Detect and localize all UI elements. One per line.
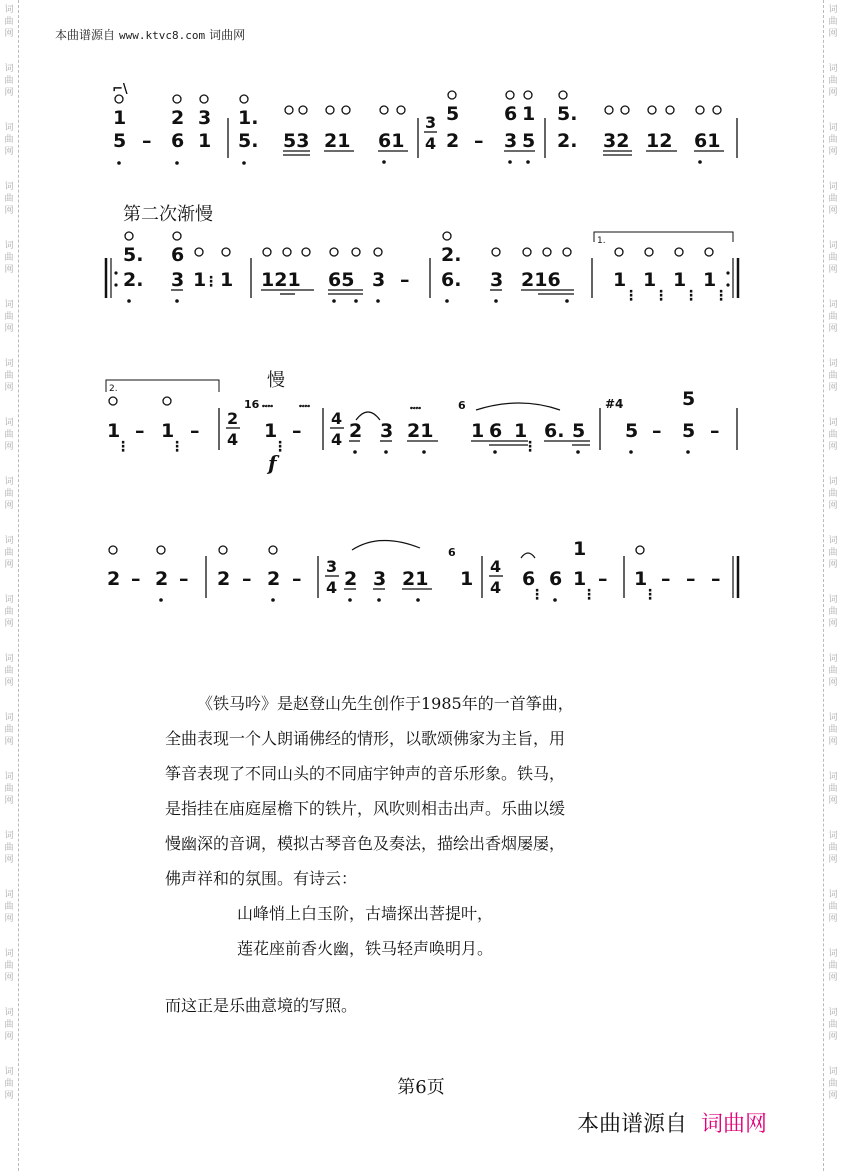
svg-text:2: 2 bbox=[227, 409, 239, 428]
desc-line-4: 是指挂在庙庭屋檐下的铁片，风吹则相击出声。乐曲以缓 bbox=[165, 799, 566, 818]
svg-text:–: – bbox=[686, 568, 696, 590]
watermark-char: 网 bbox=[828, 1091, 838, 1101]
svg-text:–: – bbox=[142, 130, 152, 152]
svg-text:5.: 5. bbox=[123, 244, 144, 266]
volta-2-label: 2. bbox=[109, 384, 118, 394]
watermark-char: 曲 bbox=[4, 489, 14, 499]
watermark-char: 词 bbox=[4, 1067, 14, 1077]
watermark-char: 曲 bbox=[4, 371, 14, 381]
watermark-char: 曲 bbox=[4, 1020, 14, 1030]
svg-text:–: – bbox=[661, 568, 671, 590]
watermark-char: 网 bbox=[4, 973, 14, 983]
svg-text:3: 3 bbox=[198, 107, 212, 129]
svg-text:6: 6 bbox=[448, 546, 456, 559]
svg-text:2: 2 bbox=[446, 130, 460, 152]
watermark-char: 网 bbox=[4, 29, 14, 39]
watermark-char: 词 bbox=[828, 713, 838, 723]
svg-text:1: 1 bbox=[198, 130, 212, 152]
page-number: 第6页 bbox=[397, 1077, 445, 1098]
watermark-char: 网 bbox=[4, 1091, 14, 1101]
svg-text:⋮: ⋮ bbox=[523, 439, 537, 455]
watermark-char: 曲 bbox=[828, 843, 838, 853]
watermark-char: 曲 bbox=[828, 17, 838, 27]
svg-text:5: 5 bbox=[446, 103, 460, 125]
watermark-char: 网 bbox=[828, 855, 838, 865]
svg-text:65: 65 bbox=[328, 269, 355, 291]
svg-text:–: – bbox=[292, 568, 302, 590]
watermark-char: 曲 bbox=[828, 784, 838, 794]
svg-text:⋮: ⋮ bbox=[273, 439, 287, 455]
watermark-char: 曲 bbox=[828, 666, 838, 676]
svg-text:4: 4 bbox=[227, 430, 239, 449]
watermark-char: 曲 bbox=[4, 666, 14, 676]
svg-text:2.: 2. bbox=[557, 130, 578, 152]
svg-text:1: 1 bbox=[220, 269, 234, 291]
header-site-name: 词曲网 bbox=[209, 28, 246, 42]
svg-text:1: 1 bbox=[573, 568, 587, 590]
watermark-char: 曲 bbox=[828, 725, 838, 735]
description-text bbox=[165, 686, 665, 1023]
watermark-char: 词 bbox=[4, 890, 14, 900]
watermark-char: 词 bbox=[828, 182, 838, 192]
watermark-char: 网 bbox=[828, 914, 838, 924]
svg-text:1: 1 bbox=[264, 420, 278, 442]
watermark-char: 曲 bbox=[828, 253, 838, 263]
svg-text:–: – bbox=[179, 568, 189, 590]
svg-text:–: – bbox=[652, 420, 662, 442]
tempo-label-slow: 慢 bbox=[267, 370, 285, 391]
page-footer bbox=[577, 1107, 767, 1138]
watermark-char: 词 bbox=[4, 831, 14, 841]
svg-text:–: – bbox=[292, 420, 302, 442]
watermark-char: 词 bbox=[4, 418, 14, 428]
watermark-char: 曲 bbox=[828, 902, 838, 912]
watermark-char: 曲 bbox=[4, 17, 14, 27]
svg-text:2: 2 bbox=[217, 568, 231, 590]
watermark-char: 词 bbox=[4, 595, 14, 605]
watermark-char: 词 bbox=[4, 5, 14, 15]
watermark-char: 曲 bbox=[4, 607, 14, 617]
svg-text:6: 6 bbox=[458, 399, 466, 412]
svg-text:–: – bbox=[598, 568, 608, 590]
watermark-char: 词 bbox=[4, 359, 14, 369]
watermark-char: 词 bbox=[828, 536, 838, 546]
watermark-char: 词 bbox=[4, 64, 14, 74]
svg-text:⋮: ⋮ bbox=[624, 288, 638, 304]
svg-text:21: 21 bbox=[407, 420, 434, 442]
svg-text:1: 1 bbox=[471, 420, 485, 442]
watermark-char: 词 bbox=[828, 241, 838, 251]
svg-text:6: 6 bbox=[522, 568, 536, 590]
watermark-char: 曲 bbox=[4, 253, 14, 263]
watermark-char: 网 bbox=[828, 678, 838, 688]
watermark-char: 网 bbox=[4, 914, 14, 924]
svg-text:5.: 5. bbox=[557, 103, 578, 125]
watermark-char: 曲 bbox=[4, 961, 14, 971]
svg-text:⋮: ⋮ bbox=[530, 587, 544, 603]
svg-text:⋮: ⋮ bbox=[116, 439, 130, 455]
watermark-char: 曲 bbox=[828, 430, 838, 440]
svg-text:3: 3 bbox=[425, 113, 437, 132]
watermark-char: 词 bbox=[828, 5, 838, 15]
svg-text:1: 1 bbox=[514, 420, 528, 442]
svg-text:–: – bbox=[400, 269, 410, 291]
svg-text:⋮: ⋮ bbox=[170, 439, 184, 455]
watermark-char: 词 bbox=[4, 713, 14, 723]
svg-text:21: 21 bbox=[324, 130, 351, 152]
watermark-char: 网 bbox=[828, 501, 838, 511]
watermark-char: 词 bbox=[4, 1008, 14, 1018]
svg-text:2: 2 bbox=[349, 420, 363, 442]
watermark-char: 词 bbox=[4, 949, 14, 959]
svg-text:1: 1 bbox=[460, 568, 474, 590]
desc-line-5: 慢幽深的音调，模拟古琴音色及奏法，描绘出香烟屡屡， bbox=[165, 834, 566, 853]
svg-text:⋮: ⋮ bbox=[582, 587, 596, 603]
svg-text:–: – bbox=[711, 568, 721, 590]
svg-text:3: 3 bbox=[490, 269, 504, 291]
watermark-char: 曲 bbox=[828, 371, 838, 381]
svg-text:6: 6 bbox=[171, 244, 185, 266]
watermark-char: 网 bbox=[828, 383, 838, 393]
watermark-char: 网 bbox=[828, 206, 838, 216]
svg-text:61: 61 bbox=[694, 130, 721, 152]
watermark-char: 词 bbox=[4, 477, 14, 487]
svg-text:5: 5 bbox=[113, 130, 127, 152]
watermark-char: 词 bbox=[828, 831, 838, 841]
svg-text:1: 1 bbox=[634, 568, 648, 590]
watermark-char: 曲 bbox=[4, 725, 14, 735]
watermark-char: 词 bbox=[4, 182, 14, 192]
svg-text:2: 2 bbox=[267, 568, 281, 590]
watermark-char: 词 bbox=[828, 1008, 838, 1018]
watermark-char: 曲 bbox=[828, 607, 838, 617]
svg-text:1: 1 bbox=[643, 269, 657, 291]
svg-text:1: 1 bbox=[673, 269, 687, 291]
watermark-char: 网 bbox=[828, 88, 838, 98]
score-row-1 bbox=[112, 82, 737, 165]
watermark-char: 网 bbox=[4, 1032, 14, 1042]
watermark-char: 曲 bbox=[828, 1020, 838, 1030]
desc-line-6: 佛声祥和的氛围。有诗云： bbox=[165, 869, 358, 888]
svg-text:216: 216 bbox=[521, 269, 561, 291]
svg-text:5: 5 bbox=[625, 420, 639, 442]
svg-text:1.: 1. bbox=[238, 107, 259, 129]
watermark-char: 网 bbox=[4, 619, 14, 629]
svg-text:2: 2 bbox=[171, 107, 185, 129]
watermark-char: 曲 bbox=[4, 902, 14, 912]
svg-text:⌐\: ⌐\ bbox=[112, 82, 128, 97]
dynamic-forte: f bbox=[268, 451, 277, 475]
svg-text:2: 2 bbox=[344, 568, 358, 590]
watermark-char: 词 bbox=[828, 300, 838, 310]
svg-text:5: 5 bbox=[682, 420, 696, 442]
watermark-char: 网 bbox=[4, 737, 14, 747]
watermark-char: 网 bbox=[828, 619, 838, 629]
watermark-char: 曲 bbox=[4, 843, 14, 853]
svg-text:–: – bbox=[242, 568, 252, 590]
desc-line-1: 《铁马吟》是赵登山先生创作于1985年的一首筝曲， bbox=[197, 694, 574, 713]
watermark-char: 网 bbox=[828, 265, 838, 275]
svg-text:4: 4 bbox=[331, 430, 343, 449]
watermark-char: 词 bbox=[828, 949, 838, 959]
watermark-char: 网 bbox=[4, 855, 14, 865]
score-row-2 bbox=[106, 232, 738, 304]
watermark-char: 词 bbox=[4, 654, 14, 664]
watermark-char: 网 bbox=[828, 29, 838, 39]
svg-text:2.: 2. bbox=[441, 244, 462, 266]
watermark-char: 网 bbox=[4, 442, 14, 452]
svg-text:61: 61 bbox=[378, 130, 405, 152]
svg-text:3: 3 bbox=[372, 269, 386, 291]
svg-text:4: 4 bbox=[490, 578, 502, 597]
watermark-char: 网 bbox=[828, 147, 838, 157]
svg-text:⋮: ⋮ bbox=[204, 274, 218, 290]
svg-text:1: 1 bbox=[703, 269, 717, 291]
svg-text:3: 3 bbox=[373, 568, 387, 590]
svg-text:121: 121 bbox=[261, 269, 301, 291]
svg-text:5.: 5. bbox=[238, 130, 259, 152]
footer-site-link[interactable]: 词曲网 bbox=[701, 1112, 768, 1137]
svg-text:𝆗𝆗: 𝆗𝆗 bbox=[262, 400, 274, 411]
tempo-label-second-time: 第二次渐慢 bbox=[123, 204, 213, 225]
svg-text:4: 4 bbox=[331, 409, 343, 428]
watermark-char: 网 bbox=[4, 560, 14, 570]
svg-text:1: 1 bbox=[113, 107, 127, 129]
svg-text:3: 3 bbox=[504, 130, 518, 152]
desc-line-2: 全曲表现一个人朗诵佛经的情形，以歌颂佛家为主旨，用 bbox=[165, 729, 566, 748]
watermark-char: 网 bbox=[828, 560, 838, 570]
svg-text:21: 21 bbox=[402, 568, 429, 590]
svg-text:5: 5 bbox=[572, 420, 586, 442]
watermark-char: 曲 bbox=[4, 430, 14, 440]
watermark-char: 网 bbox=[4, 324, 14, 334]
svg-text:⋮: ⋮ bbox=[643, 587, 657, 603]
watermark-char: 曲 bbox=[828, 489, 838, 499]
watermark-char: 词 bbox=[4, 300, 14, 310]
svg-text:1: 1 bbox=[161, 420, 175, 442]
watermark-char: 词 bbox=[828, 772, 838, 782]
svg-text:1: 1 bbox=[193, 269, 207, 291]
watermark-char: 词 bbox=[828, 595, 838, 605]
watermark-char: 曲 bbox=[828, 76, 838, 86]
svg-text:⋮: ⋮ bbox=[714, 288, 728, 304]
svg-text:3: 3 bbox=[171, 269, 185, 291]
svg-text:16: 16 bbox=[244, 398, 260, 411]
svg-text:⋮: ⋮ bbox=[684, 288, 698, 304]
svg-text:2.: 2. bbox=[123, 269, 144, 291]
svg-text:#4: #4 bbox=[605, 397, 624, 411]
svg-text:2: 2 bbox=[107, 568, 121, 590]
watermark-char: 词 bbox=[828, 123, 838, 133]
watermark-char: 曲 bbox=[4, 784, 14, 794]
watermark-char: 网 bbox=[828, 737, 838, 747]
watermark-char: 网 bbox=[4, 678, 14, 688]
watermark-char: 网 bbox=[4, 206, 14, 216]
volta-1-label: 1. bbox=[597, 236, 606, 246]
watermark-char: 曲 bbox=[4, 312, 14, 322]
header-url[interactable]: www.ktvc8.com bbox=[119, 29, 206, 42]
svg-text:–: – bbox=[190, 420, 200, 442]
svg-text:2: 2 bbox=[155, 568, 169, 590]
watermark-char: 词 bbox=[4, 536, 14, 546]
svg-text:6.: 6. bbox=[544, 420, 565, 442]
watermark-char: 曲 bbox=[828, 312, 838, 322]
svg-text:3: 3 bbox=[326, 557, 338, 576]
watermark-char: 曲 bbox=[4, 76, 14, 86]
watermark-char: 词 bbox=[828, 654, 838, 664]
svg-text:4: 4 bbox=[326, 578, 338, 597]
watermark-char: 网 bbox=[4, 265, 14, 275]
svg-text:6: 6 bbox=[549, 568, 563, 590]
svg-text:6.: 6. bbox=[441, 269, 462, 291]
svg-text:𝆗𝆗: 𝆗𝆗 bbox=[299, 400, 311, 411]
svg-text:53: 53 bbox=[283, 130, 310, 152]
watermark-char: 曲 bbox=[4, 1079, 14, 1089]
svg-text:5: 5 bbox=[682, 388, 696, 410]
watermark-char: 曲 bbox=[828, 961, 838, 971]
watermark-char: 词 bbox=[828, 1067, 838, 1077]
watermark-char: 网 bbox=[828, 442, 838, 452]
svg-text:12: 12 bbox=[646, 130, 673, 152]
header-source-text: 本曲谱源自 bbox=[55, 28, 116, 42]
desc-conclusion: 而这正是乐曲意境的写照。 bbox=[165, 996, 358, 1015]
watermark-char: 词 bbox=[828, 477, 838, 487]
watermark-char: 网 bbox=[4, 88, 14, 98]
watermark-char: 曲 bbox=[828, 548, 838, 558]
watermark-char: 词 bbox=[828, 890, 838, 900]
watermark-char: 网 bbox=[828, 324, 838, 334]
svg-text:–: – bbox=[474, 130, 484, 152]
score-row-3 bbox=[106, 380, 737, 475]
svg-text:1: 1 bbox=[613, 269, 627, 291]
watermark-char: 曲 bbox=[828, 135, 838, 145]
svg-text:6: 6 bbox=[504, 103, 518, 125]
watermark-char: 词 bbox=[828, 418, 838, 428]
watermark-char: 词 bbox=[4, 772, 14, 782]
poem-line-2: 莲花座前香火幽，铁马轻声唤明月。 bbox=[237, 939, 494, 958]
svg-text:6: 6 bbox=[171, 130, 185, 152]
watermark-char: 曲 bbox=[4, 194, 14, 204]
score-row-4 bbox=[107, 538, 738, 603]
watermark-char: 网 bbox=[828, 1032, 838, 1042]
svg-text:⋮: ⋮ bbox=[654, 288, 668, 304]
svg-text:3: 3 bbox=[380, 420, 394, 442]
poem-line-1: 山峰悄上白玉阶，古墙探出菩提叶， bbox=[237, 904, 494, 923]
svg-text:5: 5 bbox=[522, 130, 536, 152]
watermark-char: 网 bbox=[828, 973, 838, 983]
footer-source-text: 本曲谱源自 bbox=[577, 1112, 688, 1137]
svg-text:1: 1 bbox=[107, 420, 121, 442]
watermark-char: 曲 bbox=[828, 1079, 838, 1089]
watermark-char: 网 bbox=[4, 147, 14, 157]
watermark-char: 词 bbox=[828, 64, 838, 74]
desc-line-3: 筝音表现了不同山头的不同庙宇钟声的音乐形象。铁马， bbox=[165, 764, 566, 783]
svg-text:–: – bbox=[135, 420, 145, 442]
svg-text:4: 4 bbox=[425, 134, 437, 153]
svg-text:𝆗𝆗: 𝆗𝆗 bbox=[410, 402, 422, 413]
watermark-char: 曲 bbox=[828, 194, 838, 204]
svg-text:6: 6 bbox=[489, 420, 503, 442]
watermark-char: 词 bbox=[4, 241, 14, 251]
svg-text:1: 1 bbox=[522, 103, 536, 125]
svg-text:–: – bbox=[710, 420, 720, 442]
watermark-char: 词 bbox=[4, 123, 14, 133]
watermark-char: 网 bbox=[828, 796, 838, 806]
watermark-char: 网 bbox=[4, 796, 14, 806]
watermark-char: 网 bbox=[4, 501, 14, 511]
svg-text:32: 32 bbox=[603, 130, 630, 152]
svg-text:–: – bbox=[131, 568, 141, 590]
watermark-char: 曲 bbox=[4, 135, 14, 145]
watermark-char: 网 bbox=[4, 383, 14, 393]
svg-text:4: 4 bbox=[490, 557, 502, 576]
svg-text:1: 1 bbox=[573, 538, 587, 560]
watermark-char: 词 bbox=[828, 359, 838, 369]
watermark-char: 曲 bbox=[4, 548, 14, 558]
